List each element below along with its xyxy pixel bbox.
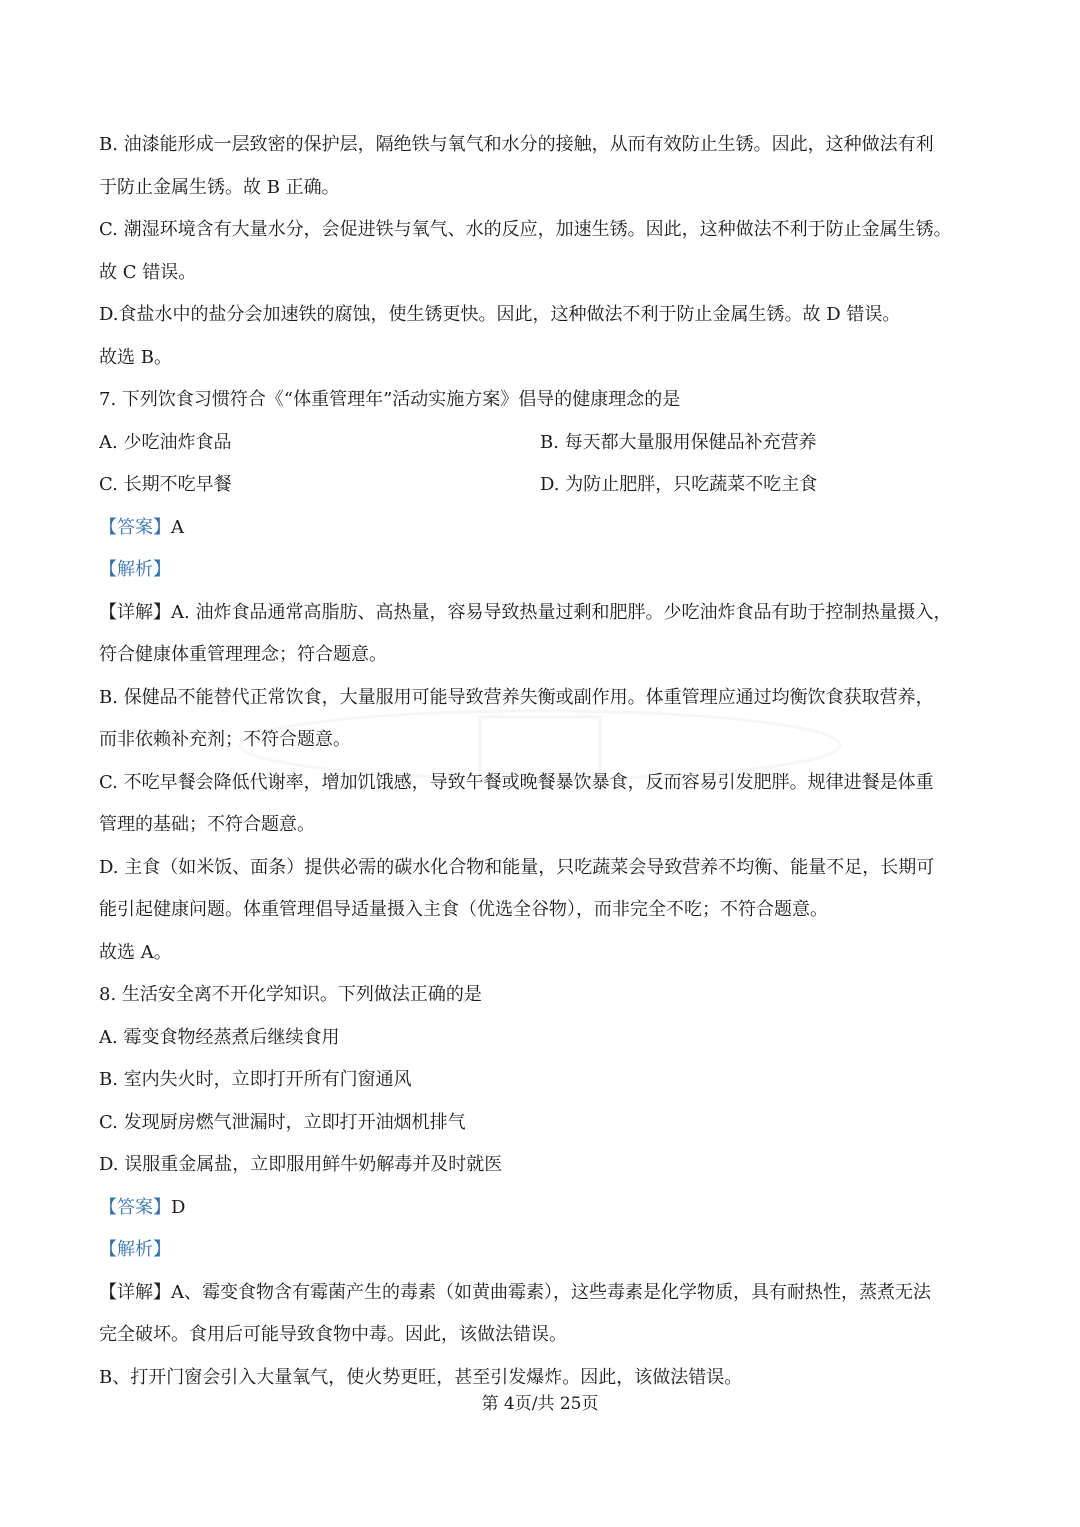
text-line: B. 保健品不能替代正常饮食，大量服用可能导致营养失衡或副作用。体重管理应通过均衡饮食获取营养， [99,686,934,708]
option-d: D. 为防止肥胖，只吃蔬菜不吃主食 [540,474,818,495]
text-line: 符合健康体重管理理念；符合题意。 [99,644,387,665]
text-line: 管理的基础；不符合题意。 [99,814,315,835]
detail-text: A. 油炸食品通常高脂肪、高热量，容易导致热量过剩和肥胖。少吃油炸食品有助于控制热量摄入， [171,601,952,623]
text-line: 于防止金属生锈。故 B 正确。 [99,176,340,198]
option-a: A. 霉变食物经蒸煮后继续食用 [99,1026,340,1048]
text-line: 能引起健康问题。体重管理倡导适量摄入主食（优选全谷物），而非完全不吃；不符合题意。 [99,899,828,920]
detail-tag: 【详解】 [99,601,171,623]
option-c: C. 长期不吃早餐 [99,474,232,495]
option-c: C. 发现厨房燃气泄漏时，立即打开油烟机排气 [99,1111,466,1133]
answer-value: D [171,1196,186,1218]
answer-tag: 【答案】 [99,516,171,538]
text-line: C. 潮湿环境含有大量水分，会促进铁与氧气、水的反应，加速生锈。因此，这种做法不利于防止金属生锈。 [99,219,952,240]
question-7-options-row-2 [99,464,989,507]
text-line: B、打开门窗会引入大量氧气，使火势更旺，甚至引发爆炸。因此，该做法错误。 [99,1366,743,1388]
question-8-stem: 8. 生活安全离不开化学知识。下列做法正确的是 [99,984,482,1005]
text-line: D. 主食（如米饭、面条）提供必需的碳水化合物和能量，只吃蔬菜会导致营养不均衡、能量不足，长期可 [99,856,935,878]
question-7-stem: 7. 下列饮食习惯符合《“体重管理年”活动实施方案》倡导的健康理念的是 [99,389,681,410]
text-line: 故选 B。 [99,346,172,368]
answer-tag: 【答案】 [99,1196,171,1218]
text-line: 而非依赖补充剂；不符合题意。 [99,729,351,750]
page-footer: 第 4页/共 25页 [481,1394,599,1414]
detail-line [99,592,989,635]
text-line: C. 不吃早餐会降低代谢率，增加饥饿感，导致午餐或晚餐暴饮暴食，反而容易引发肥胖。规律进餐是体重 [99,771,934,793]
analysis-line [99,1229,989,1272]
answer-value: A [171,516,184,538]
analysis-tag: 【解析】 [99,1239,171,1260]
answer-line [99,507,989,550]
answer-line [99,1187,989,1230]
page-content [99,124,989,1399]
text-line: D.食盐水中的盐分会加速铁的腐蚀，使生锈更快。因此，这种做法不利于防止金属生锈。故 D 错误。 [99,304,901,325]
detail-tag: 【详解】 [99,1281,171,1303]
text-line: 完全破坏。食用后可能导致食物中毒。因此，该做法错误。 [99,1324,567,1345]
text-line: 故 C 错误。 [99,261,197,283]
detail-text: A、霉变食物含有霉菌产生的毒素（如黄曲霉素），这些毒素是化学物质，具有耐热性，蒸煮无法 [171,1281,931,1303]
option-d: D. 误服重金属盐，立即服用鲜牛奶解毒并及时就医 [99,1154,503,1175]
analysis-line [99,549,989,592]
question-7-options-row-1 [99,422,989,465]
option-a: A. 少吃油炸食品 [99,431,232,453]
text-line: 故选 A。 [99,941,172,963]
option-b: B. 每天都大量服用保健品补充营养 [540,431,817,453]
text-line: B. 油漆能形成一层致密的保护层，隔绝铁与氧气和水分的接触，从而有效防止生锈。因此，这种做法有利 [99,134,934,155]
analysis-tag: 【解析】 [99,559,171,580]
detail-line [99,1272,989,1315]
option-b: B. 室内失火时，立即打开所有门窗通风 [99,1069,412,1090]
